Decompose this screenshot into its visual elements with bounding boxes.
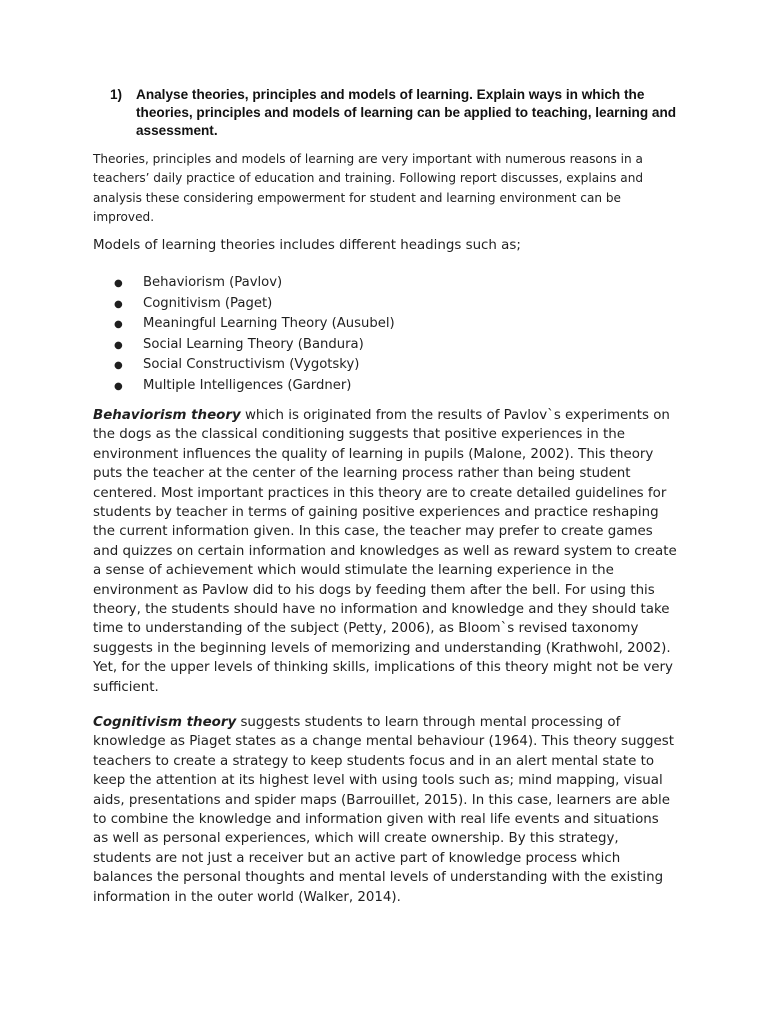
bullet-icon: ● bbox=[114, 319, 123, 331]
list-item-label: Cognitivism (Paget) bbox=[143, 295, 273, 311]
bullet-icon: ● bbox=[114, 339, 123, 351]
intro-paragraph: Theories, principles and models of learning are very important with numerous reasons in a teachers’ daily practice of education and training. Following report discusses, explains and analysis these considering empowerment for student and learning environment can be improved. bbox=[93, 152, 644, 224]
list-item-label: Multiple Intelligences (Gardner) bbox=[143, 377, 352, 393]
bullet-icon: ● bbox=[114, 278, 123, 289]
bullet-icon: ● bbox=[114, 298, 123, 310]
models-intro: Models of learning theories includes different headings such as; bbox=[93, 238, 521, 253]
list-item bbox=[110, 376, 610, 397]
list-item bbox=[110, 355, 610, 376]
question-number: 1) bbox=[110, 87, 123, 102]
bullet-icon: ● bbox=[114, 360, 123, 372]
behaviorism-paragraph bbox=[93, 406, 678, 697]
question-text: Analyse theories, principles and models of learning. Explain ways in which the theories, principles and models of learning can be applied to teaching, learning and assessment. bbox=[136, 87, 677, 138]
cognitivism-term: Cognitivism theory bbox=[93, 715, 237, 730]
bullet-icon: ● bbox=[114, 380, 123, 392]
behaviorism-text: which is originated from the results of Pavlov`s experiments on the dogs as the classical conditioning suggests that positive experiences in the environment influences the quality of learning in pupils (Malone, 2002). This theory puts the teacher at the center of the learning process rather than being student centered. Most important practices in this theory are to create detailed guidelines for students by teacher in terms of gaining positive experiences and practice reshaping the current information given. In this case, the teacher may prefer to create games and quizzes on certain information and knowledges as well as reward system to create a sense of achievement which would stimulate the learning experience in the environment as Pavlow did to his dogs by feeding them after the bell. For using this theory, the students should have no information and knowledge and they should take time to understanding of the subject (Petty, 2006), as Bloom`s revised taxonomy suggests in the beginning levels of memorizing and understanding (Krathwohl, 2002). Yet, for the upper levels of thinking skills, implications of this theory might not be very sufficient. bbox=[93, 408, 677, 695]
list-item bbox=[110, 273, 610, 294]
cognitivism-paragraph bbox=[93, 713, 678, 907]
list-item-label: Social Constructivism (Vygotsky) bbox=[143, 357, 360, 373]
cognitivism-text: suggests students to learn through mental processing of knowledge as Piaget states as a change mental behaviour (1964). This theory suggest teachers to create a strategy to keep students focus and in an alert mental state to keep the attention at its highest level with using tools such as; mind mapping, visual aids, presentations and spider maps (Barrouillet, 2015). In this case, learners are able to combine the knowledge and information given with real life events and situations as well as personal experiences, which will create ownership. By this strategy, students are not just a receiver but an active part of knowledge process which balances the personal thoughts and mental levels of understanding with the existing information in the outer world (Walker, 2014). bbox=[93, 715, 674, 905]
list-item-label: Social Learning Theory (Bandura) bbox=[143, 336, 364, 352]
list-item-label: Meaningful Learning Theory (Ausubel) bbox=[143, 316, 395, 332]
theories-list bbox=[110, 273, 610, 397]
behaviorism-term: Behaviorism theory bbox=[93, 408, 241, 423]
question-heading bbox=[110, 86, 680, 140]
list-item bbox=[110, 335, 610, 356]
list-item bbox=[110, 294, 610, 315]
list-item bbox=[110, 314, 610, 335]
list-item-label: Behaviorism (Pavlov) bbox=[143, 275, 283, 290]
